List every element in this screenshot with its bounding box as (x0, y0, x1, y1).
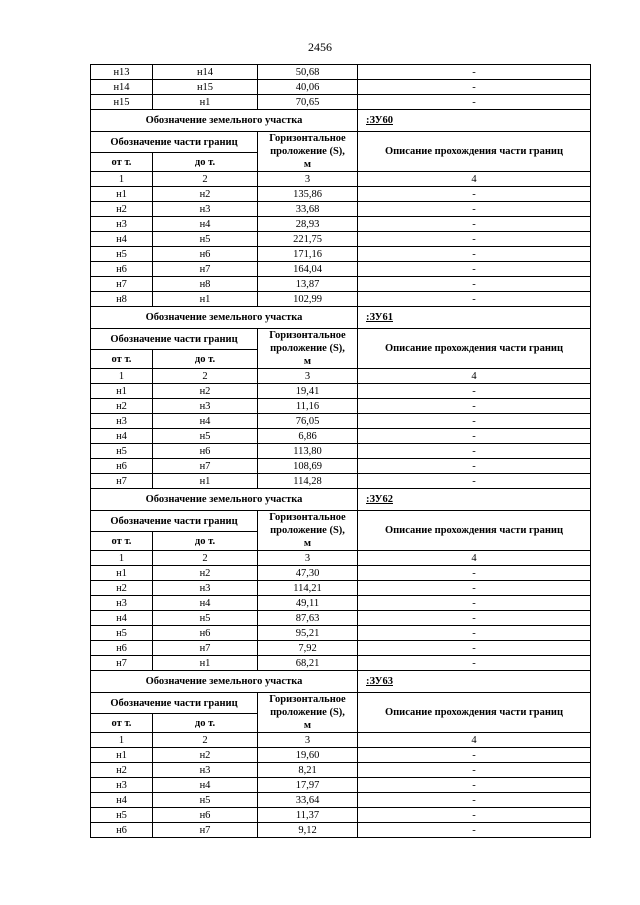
from-point: н6 (91, 641, 153, 656)
description: - (358, 626, 591, 641)
distance: 11,37 (258, 808, 358, 823)
plot-id-cell (358, 489, 591, 511)
description: - (358, 202, 591, 217)
to-point: н6 (153, 626, 258, 641)
boundary-table (90, 64, 591, 838)
column-number: 3 (258, 172, 358, 187)
column-number: 3 (258, 733, 358, 748)
from-point: н2 (91, 581, 153, 596)
table-row (91, 80, 591, 95)
distance: 9,12 (258, 823, 358, 838)
distance: 47,30 (258, 566, 358, 581)
from-point: н3 (91, 217, 153, 232)
horizontal-header-line: Горизонтальное (269, 133, 346, 144)
from-point: н4 (91, 429, 153, 444)
table-row (91, 202, 591, 217)
plot-id-cell (358, 307, 591, 329)
horizontal-distance-header (258, 511, 358, 551)
header-row (91, 511, 591, 532)
description: - (358, 384, 591, 399)
to-point: н8 (153, 277, 258, 292)
description: - (358, 656, 591, 671)
description: - (358, 399, 591, 414)
column-number: 4 (358, 733, 591, 748)
distance: 70,65 (258, 95, 358, 110)
from-point: н4 (91, 232, 153, 247)
from-point: н2 (91, 763, 153, 778)
description: - (358, 566, 591, 581)
from-point: н5 (91, 247, 153, 262)
description: - (358, 262, 591, 277)
description: - (358, 641, 591, 656)
horizontal-distance-header (258, 693, 358, 733)
column-number: 3 (258, 369, 358, 384)
distance: 102,99 (258, 292, 358, 307)
to-point: н3 (153, 202, 258, 217)
from-point: н6 (91, 823, 153, 838)
column-number: 1 (91, 369, 153, 384)
plot-label: Обозначение земельного участка (91, 489, 358, 511)
table-row (91, 277, 591, 292)
distance: 87,63 (258, 611, 358, 626)
horizontal-header-line: проложение (S), (270, 707, 345, 718)
from-point: н3 (91, 414, 153, 429)
description: - (358, 247, 591, 262)
distance: 113,80 (258, 444, 358, 459)
from-point: н3 (91, 596, 153, 611)
table-row (91, 459, 591, 474)
from-point: н4 (91, 611, 153, 626)
description: - (358, 65, 591, 80)
table-row (91, 823, 591, 838)
to-point: н3 (153, 581, 258, 596)
to-point: н6 (153, 247, 258, 262)
distance: 50,68 (258, 65, 358, 80)
to-point: н2 (153, 748, 258, 763)
description: - (358, 444, 591, 459)
from-point: н6 (91, 262, 153, 277)
from-point: н1 (91, 187, 153, 202)
boundary-part-header: Обозначение части границ (91, 329, 258, 350)
description-header: Описание прохождения части границ (358, 693, 591, 733)
description: - (358, 187, 591, 202)
distance: 171,16 (258, 247, 358, 262)
header-row (91, 329, 591, 350)
distance: 33,64 (258, 793, 358, 808)
table-row (91, 611, 591, 626)
column-number: 3 (258, 551, 358, 566)
description-header: Описание прохождения части границ (358, 132, 591, 172)
table-row (91, 808, 591, 823)
column-number: 4 (358, 369, 591, 384)
column-number: 2 (153, 172, 258, 187)
distance: 19,60 (258, 748, 358, 763)
distance: 40,06 (258, 80, 358, 95)
horizontal-distance-header (258, 329, 358, 369)
column-number: 2 (153, 369, 258, 384)
boundary-part-header: Обозначение части границ (91, 511, 258, 532)
table-row (91, 596, 591, 611)
plot-title-row (91, 110, 591, 132)
distance: 164,04 (258, 262, 358, 277)
description: - (358, 80, 591, 95)
to-point: н1 (153, 292, 258, 307)
horizontal-distance-header (258, 132, 358, 172)
table-row (91, 292, 591, 307)
distance: 13,87 (258, 277, 358, 292)
from-header: от т. (91, 350, 153, 369)
table-row (91, 187, 591, 202)
distance: 108,69 (258, 459, 358, 474)
to-point: н7 (153, 459, 258, 474)
description-header: Описание прохождения части границ (358, 329, 591, 369)
boundary-part-header: Обозначение части границ (91, 693, 258, 714)
to-point: н14 (153, 65, 258, 80)
description: - (358, 596, 591, 611)
horizontal-header-line: м (303, 159, 312, 170)
from-point: н1 (91, 384, 153, 399)
distance: 114,21 (258, 581, 358, 596)
from-point: н2 (91, 399, 153, 414)
table-row (91, 778, 591, 793)
to-point: н4 (153, 596, 258, 611)
distance: 95,21 (258, 626, 358, 641)
to-point: н5 (153, 611, 258, 626)
table-row (91, 444, 591, 459)
to-point: н3 (153, 763, 258, 778)
from-point: н7 (91, 474, 153, 489)
from-header: от т. (91, 153, 153, 172)
column-number-row (91, 733, 591, 748)
distance: 7,92 (258, 641, 358, 656)
table-row (91, 232, 591, 247)
description: - (358, 459, 591, 474)
column-number: 2 (153, 733, 258, 748)
from-point: н8 (91, 292, 153, 307)
to-point: н1 (153, 656, 258, 671)
distance: 28,93 (258, 217, 358, 232)
from-point: н7 (91, 277, 153, 292)
distance: 33,68 (258, 202, 358, 217)
column-number-row (91, 172, 591, 187)
to-point: н7 (153, 823, 258, 838)
from-point: н5 (91, 444, 153, 459)
description: - (358, 429, 591, 444)
table-row (91, 581, 591, 596)
header-row (91, 132, 591, 153)
column-number: 4 (358, 172, 591, 187)
to-point: н3 (153, 399, 258, 414)
plot-id-cell (358, 110, 591, 132)
to-point: н6 (153, 444, 258, 459)
from-point: н5 (91, 808, 153, 823)
from-point: н2 (91, 202, 153, 217)
table-row (91, 414, 591, 429)
boundary-part-header: Обозначение части границ (91, 132, 258, 153)
column-number: 2 (153, 551, 258, 566)
table-row (91, 429, 591, 444)
to-header: до т. (153, 714, 258, 733)
distance: 19,41 (258, 384, 358, 399)
horizontal-header-line: проложение (S), (270, 343, 345, 354)
to-point: н15 (153, 80, 258, 95)
table-row (91, 763, 591, 778)
description: - (358, 748, 591, 763)
distance: 8,21 (258, 763, 358, 778)
description: - (358, 277, 591, 292)
description: - (358, 808, 591, 823)
header-row (91, 693, 591, 714)
horizontal-header-line: проложение (S), (270, 146, 345, 157)
to-point: н2 (153, 384, 258, 399)
distance: 76,05 (258, 414, 358, 429)
to-header: до т. (153, 532, 258, 551)
plot-id: :ЗУ63 (366, 676, 393, 687)
from-point: н6 (91, 459, 153, 474)
plot-label: Обозначение земельного участка (91, 671, 358, 693)
to-point: н1 (153, 95, 258, 110)
horizontal-header-line: м (303, 538, 312, 549)
column-number: 1 (91, 551, 153, 566)
table-row (91, 793, 591, 808)
from-point: н3 (91, 778, 153, 793)
plot-title-row (91, 671, 591, 693)
column-number-row (91, 369, 591, 384)
to-point: н4 (153, 414, 258, 429)
to-point: н1 (153, 474, 258, 489)
table-row (91, 384, 591, 399)
from-point: н7 (91, 656, 153, 671)
distance: 114,28 (258, 474, 358, 489)
horizontal-header-line: м (303, 356, 312, 367)
from-header: от т. (91, 714, 153, 733)
description: - (358, 95, 591, 110)
distance: 11,16 (258, 399, 358, 414)
to-header: до т. (153, 153, 258, 172)
from-point: н5 (91, 626, 153, 641)
to-point: н2 (153, 187, 258, 202)
description: - (358, 778, 591, 793)
distance: 135,86 (258, 187, 358, 202)
to-point: н5 (153, 232, 258, 247)
to-point: н5 (153, 793, 258, 808)
description: - (358, 581, 591, 596)
plot-label: Обозначение земельного участка (91, 110, 358, 132)
table-row (91, 65, 591, 80)
from-point: н1 (91, 566, 153, 581)
distance: 221,75 (258, 232, 358, 247)
from-point: н4 (91, 793, 153, 808)
horizontal-header-line: м (303, 720, 312, 731)
horizontal-header-line: проложение (S), (270, 525, 345, 536)
table-row (91, 95, 591, 110)
table-row (91, 217, 591, 232)
column-number: 1 (91, 172, 153, 187)
from-point: н14 (91, 80, 153, 95)
to-point: н4 (153, 217, 258, 232)
description: - (358, 763, 591, 778)
plot-title-row (91, 307, 591, 329)
description: - (358, 611, 591, 626)
table-row (91, 656, 591, 671)
table-row (91, 748, 591, 763)
to-point: н7 (153, 262, 258, 277)
description: - (358, 232, 591, 247)
description: - (358, 474, 591, 489)
to-point: н5 (153, 429, 258, 444)
plot-id: :ЗУ61 (366, 312, 393, 323)
plot-id: :ЗУ60 (366, 115, 393, 126)
plot-id: :ЗУ62 (366, 494, 393, 505)
page-number: 2456 (308, 40, 332, 54)
table-row (91, 262, 591, 277)
description: - (358, 793, 591, 808)
plot-title-row (91, 489, 591, 511)
column-number: 4 (358, 551, 591, 566)
description: - (358, 823, 591, 838)
from-point: н1 (91, 748, 153, 763)
to-point: н4 (153, 778, 258, 793)
table-row (91, 399, 591, 414)
description-header: Описание прохождения части границ (358, 511, 591, 551)
table-row (91, 641, 591, 656)
horizontal-header-line: Горизонтальное (269, 694, 346, 705)
table-row (91, 626, 591, 641)
distance: 68,21 (258, 656, 358, 671)
table-row (91, 247, 591, 262)
horizontal-header-line: Горизонтальное (269, 330, 346, 341)
table-row (91, 566, 591, 581)
description: - (358, 414, 591, 429)
distance: 17,97 (258, 778, 358, 793)
to-point: н7 (153, 641, 258, 656)
distance: 6,86 (258, 429, 358, 444)
plot-label: Обозначение земельного участка (91, 307, 358, 329)
description: - (358, 217, 591, 232)
from-point: н15 (91, 95, 153, 110)
to-point: н2 (153, 566, 258, 581)
to-header: до т. (153, 350, 258, 369)
description: - (358, 292, 591, 307)
from-point: н13 (91, 65, 153, 80)
distance: 49,11 (258, 596, 358, 611)
to-point: н6 (153, 808, 258, 823)
column-number: 1 (91, 733, 153, 748)
horizontal-header-line: Горизонтальное (269, 512, 346, 523)
plot-id-cell (358, 671, 591, 693)
column-number-row (91, 551, 591, 566)
from-header: от т. (91, 532, 153, 551)
table-row (91, 474, 591, 489)
